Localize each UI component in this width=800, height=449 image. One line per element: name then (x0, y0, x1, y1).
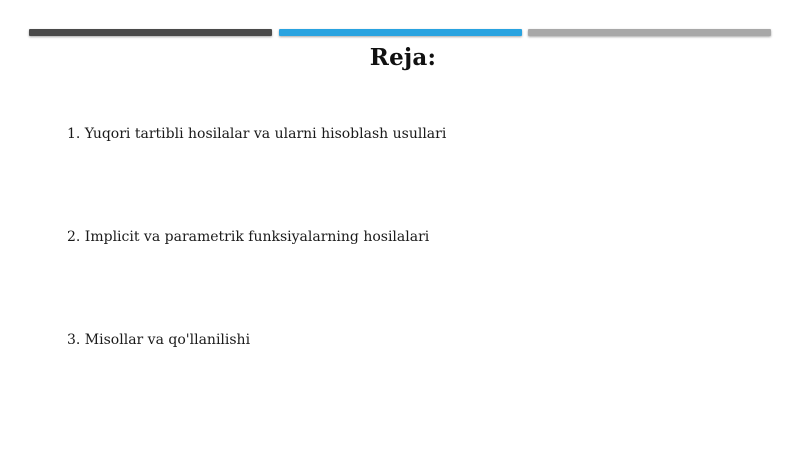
decorative-bar-dark-gray (29, 29, 272, 36)
plan-item-1: 1. Yuqori tartibli hosilalar va ularni hisoblash usullari (67, 126, 447, 142)
decorative-bar-light-gray (528, 29, 771, 36)
plan-item-2: 2. Implicit va parametrik funksiyalarning hosilalari (67, 229, 430, 245)
plan-item-3: 3. Misollar va qo'llanilishi (67, 332, 251, 348)
slide-title: Reja: (369, 44, 437, 71)
top-decorative-bars (29, 29, 771, 37)
decorative-bar-blue (279, 29, 522, 36)
